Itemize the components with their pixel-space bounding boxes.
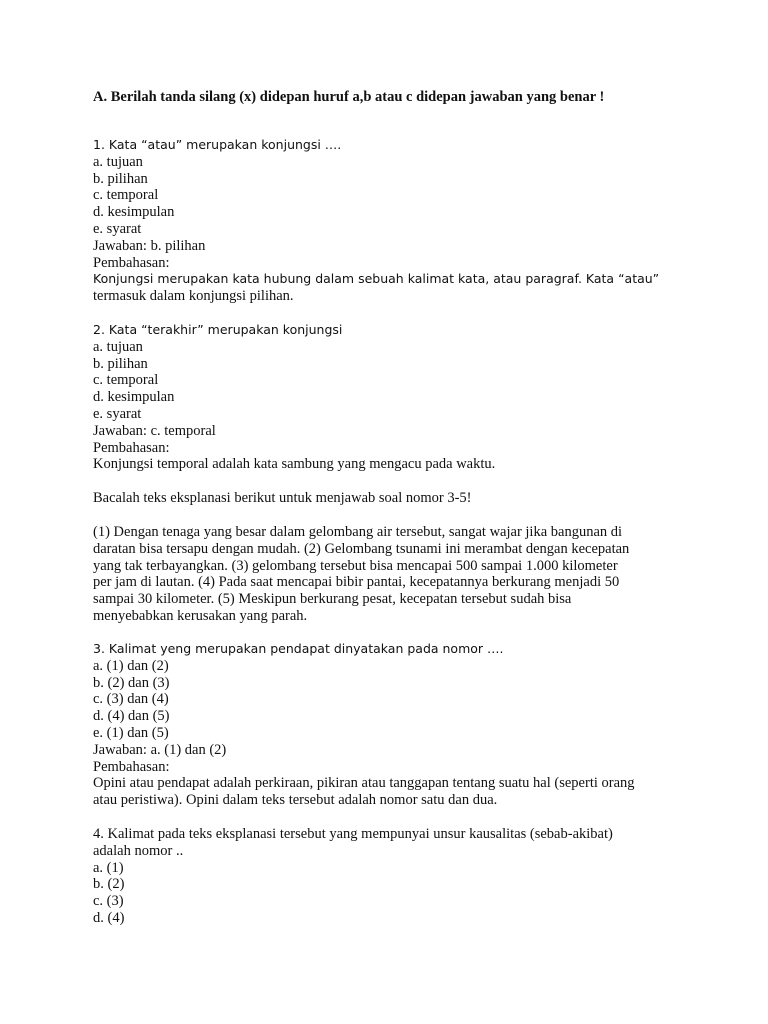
question-1-option-e: e. syarat bbox=[93, 220, 142, 237]
question-4-text-line-2: adalah nomor .. bbox=[93, 842, 184, 859]
question-4-option-a: a. (1) bbox=[93, 859, 124, 876]
question-3-option-e: e. (1) dan (5) bbox=[93, 724, 169, 741]
question-3-option-a: a. (1) dan (2) bbox=[93, 657, 169, 674]
question-1 bbox=[93, 137, 693, 305]
question-4 bbox=[93, 826, 693, 927]
question-2-option-b: b. pilihan bbox=[93, 355, 148, 372]
question-4-option-b: b. (2) bbox=[93, 876, 125, 893]
question-1-discussion-label: Pembahasan: bbox=[93, 254, 170, 271]
question-3-discussion-label: Pembahasan: bbox=[93, 758, 170, 775]
passage-line-6: menyebabkan kerusakan yang parah. bbox=[93, 607, 308, 624]
question-1-option-a: a. tujuan bbox=[93, 153, 143, 170]
question-4-option-d: d. (4) bbox=[93, 909, 125, 926]
question-4-text-line-1: 4. Kalimat pada teks eksplanasi tersebut yang mempunyai unsur kausalitas (sebab-akibat) bbox=[93, 826, 613, 842]
question-2 bbox=[93, 322, 693, 473]
question-2-option-c: c. temporal bbox=[93, 372, 159, 389]
question-2-option-e: e. syarat bbox=[93, 405, 142, 422]
question-2-option-d: d. kesimpulan bbox=[93, 389, 175, 406]
passage-line-5: sampai 30 kilometer. (5) Meskipun berkurang pesat, kecepatan tersebut sudah bisa bbox=[93, 591, 572, 608]
passage-line-2: daratan bisa tersapu dengan mudah. (2) Gelombang tsunami ini merambat dengan kecepatan bbox=[93, 540, 630, 557]
question-3-option-b: b. (2) dan (3) bbox=[93, 674, 170, 691]
question-3-discussion-line-1: Opini atau pendapat adalah perkiraan, pikiran atau tanggapan tentang suatu hal (seperti orang bbox=[93, 775, 635, 792]
question-1-discussion-line-2: termasuk dalam konjungsi pilihan. bbox=[93, 288, 294, 305]
question-2-answer: Jawaban: c. temporal bbox=[93, 422, 216, 439]
question-1-text: 1. Kata “atau” merupakan konjungsi …. bbox=[93, 137, 342, 152]
question-3 bbox=[93, 641, 693, 809]
question-2-discussion-line-1: Konjungsi temporal adalah kata sambung yang mengacu pada waktu. bbox=[93, 456, 496, 473]
question-1-discussion-line-1: Konjungsi merupakan kata hubung dalam sebuah kalimat kata, atau paragraf. Kata “atau” bbox=[93, 271, 660, 287]
instruction-heading: A. Berilah tanda silang (x) didepan huruf a,b atau c didepan jawaban yang benar ! bbox=[93, 89, 605, 105]
passage-line-1: (1) Dengan tenaga yang besar dalam gelombang air tersebut, sangat wajar jika bangunan di bbox=[93, 524, 623, 540]
question-2-option-a: a. tujuan bbox=[93, 338, 143, 355]
question-3-option-d: d. (4) dan (5) bbox=[93, 708, 170, 725]
question-1-answer: Jawaban: b. pilihan bbox=[93, 237, 206, 254]
reading-instruction: Bacalah teks eksplanasi berikut untuk menjawab soal nomor 3-5! bbox=[93, 490, 472, 506]
question-1-option-d: d. kesimpulan bbox=[93, 204, 175, 221]
question-1-option-b: b. pilihan bbox=[93, 170, 148, 187]
question-3-answer: Jawaban: a. (1) dan (2) bbox=[93, 741, 227, 758]
question-3-text: 3. Kalimat yeng merupakan pendapat dinyatakan pada nomor …. bbox=[93, 641, 504, 656]
question-1-option-c: c. temporal bbox=[93, 187, 159, 204]
question-2-text: 2. Kata “terakhir” merupakan konjungsi bbox=[93, 322, 343, 337]
question-3-discussion-line-2: atau peristiwa). Opini dalam teks tersebut adalah nomor satu dan dua. bbox=[93, 792, 498, 809]
passage-line-4: per jam di lautan. (4) Pada saat mencapai bibir pantai, kecepatannya berkurang menjadi 50 bbox=[93, 574, 620, 591]
question-4-option-c: c. (3) bbox=[93, 893, 124, 910]
question-2-discussion-label: Pembahasan: bbox=[93, 439, 170, 456]
reading-instruction-block bbox=[93, 490, 693, 507]
passage-line-3: yang tak terbayangkan. (3) gelombang tersebut bisa mencapai 500 sampai 1.000 kilometer bbox=[93, 557, 618, 574]
question-3-option-c: c. (3) dan (4) bbox=[93, 691, 169, 708]
explanation-passage bbox=[93, 524, 693, 625]
